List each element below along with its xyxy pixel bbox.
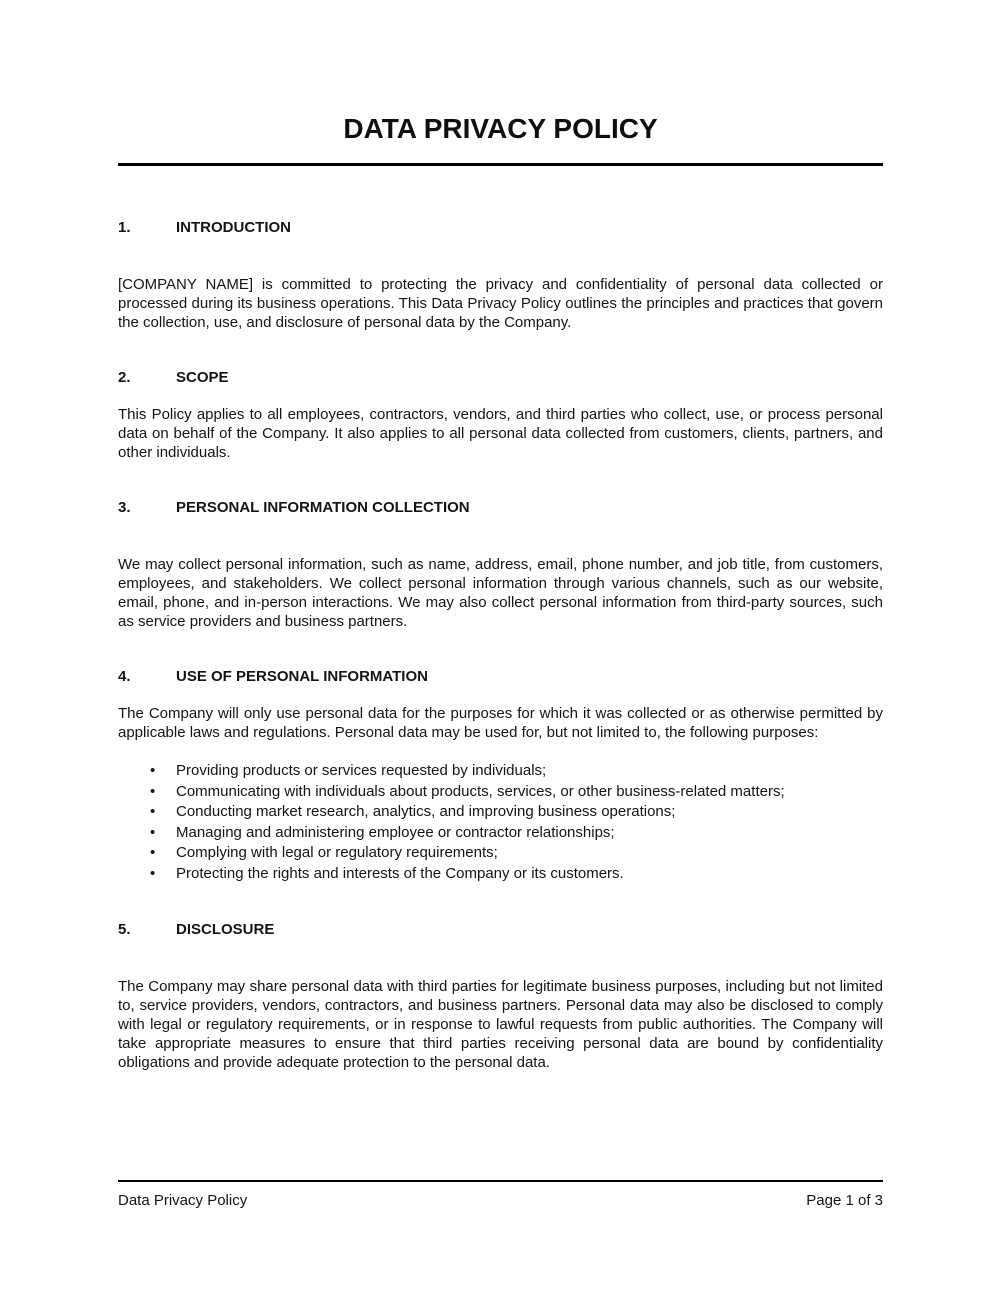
section-heading — [118, 498, 883, 517]
section-paragraph: [COMPANY NAME] is committed to protecting the privacy and confidentiality of personal data collected or processed during its business operations. This Data Privacy Policy outlines the principles and practices that govern the collection, use, and disclosure of personal data by the Company. — [118, 276, 883, 331]
bullet-item: • Providing products or services requested by individuals; — [118, 761, 883, 782]
section-heading — [118, 368, 883, 387]
bullet-item: • Complying with legal or regulatory requirements; — [118, 843, 883, 864]
page-footer — [118, 1180, 883, 1210]
section-heading — [118, 218, 883, 237]
footer-document-title: Data Privacy Policy — [118, 1192, 248, 1209]
footer-divider — [118, 1180, 883, 1182]
section-heading — [118, 667, 883, 686]
bullet-item: • Communicating with individuals about products, services, or other business-related matters; — [118, 782, 883, 803]
bullet-list — [118, 761, 883, 884]
section-paragraph: The Company may share personal data with third parties for legitimate business purposes, including but not limited to, service providers, vendors, contractors, and business partners. Personal data may also be disclosed to comply with legal or regulatory requirements, or in response to lawful requests from public authorities. The Company will take appropriate measures to ensure that third parties receiving personal data are bound by confidentiality obligations and provide adequate protection to the personal data. — [118, 978, 883, 1071]
section-number: 1. — [118, 219, 131, 236]
section-personal-information-collection — [118, 498, 883, 631]
section-use-of-personal-information — [118, 667, 883, 884]
bullet-item: • Protecting the rights and interests of the Company or its customers. — [118, 864, 883, 885]
section-paragraph: We may collect personal information, such as name, address, email, phone number, and job title, from customers, employees, and stakeholders. We collect personal information through various channels, such as our website, email, phone, and in-person interactions. We may also collect personal information from third-party sources, such as service providers and business partners. — [118, 556, 883, 630]
section-introduction — [118, 218, 883, 332]
document-title: DATA PRIVACY POLICY — [343, 113, 658, 144]
section-disclosure — [118, 920, 883, 1072]
section-number: 5. — [118, 921, 131, 938]
section-title: PERSONAL INFORMATION COLLECTION — [176, 499, 470, 516]
footer-row — [118, 1191, 883, 1210]
document-body — [118, 218, 883, 1072]
section-title: USE OF PERSONAL INFORMATION — [176, 668, 428, 685]
section-title: DISCLOSURE — [176, 921, 275, 938]
section-heading — [118, 920, 883, 939]
bullet-item: • Managing and administering employee or contractor relationships; — [118, 823, 883, 844]
section-title: INTRODUCTION — [176, 219, 291, 236]
footer-page-number: Page 1 of 3 — [806, 1192, 883, 1209]
section-number: 2. — [118, 369, 131, 386]
section-scope — [118, 368, 883, 462]
title-divider — [118, 163, 883, 166]
section-paragraph: This Policy applies to all employees, contractors, vendors, and third parties who collect, use, or process personal data on behalf of the Company. It also applies to all personal data collected from customers, clients, partners, and other individuals. — [118, 406, 883, 461]
section-number: 4. — [118, 668, 131, 685]
section-title: SCOPE — [176, 369, 229, 386]
section-paragraph: The Company will only use personal data for the purposes for which it was collected or as otherwise permitted by applicable laws and regulations. Personal data may be used for, but not limited to, the following purposes: — [118, 705, 883, 741]
section-number: 3. — [118, 499, 131, 516]
bullet-item: • Conducting market research, analytics, and improving business operations; — [118, 802, 883, 823]
